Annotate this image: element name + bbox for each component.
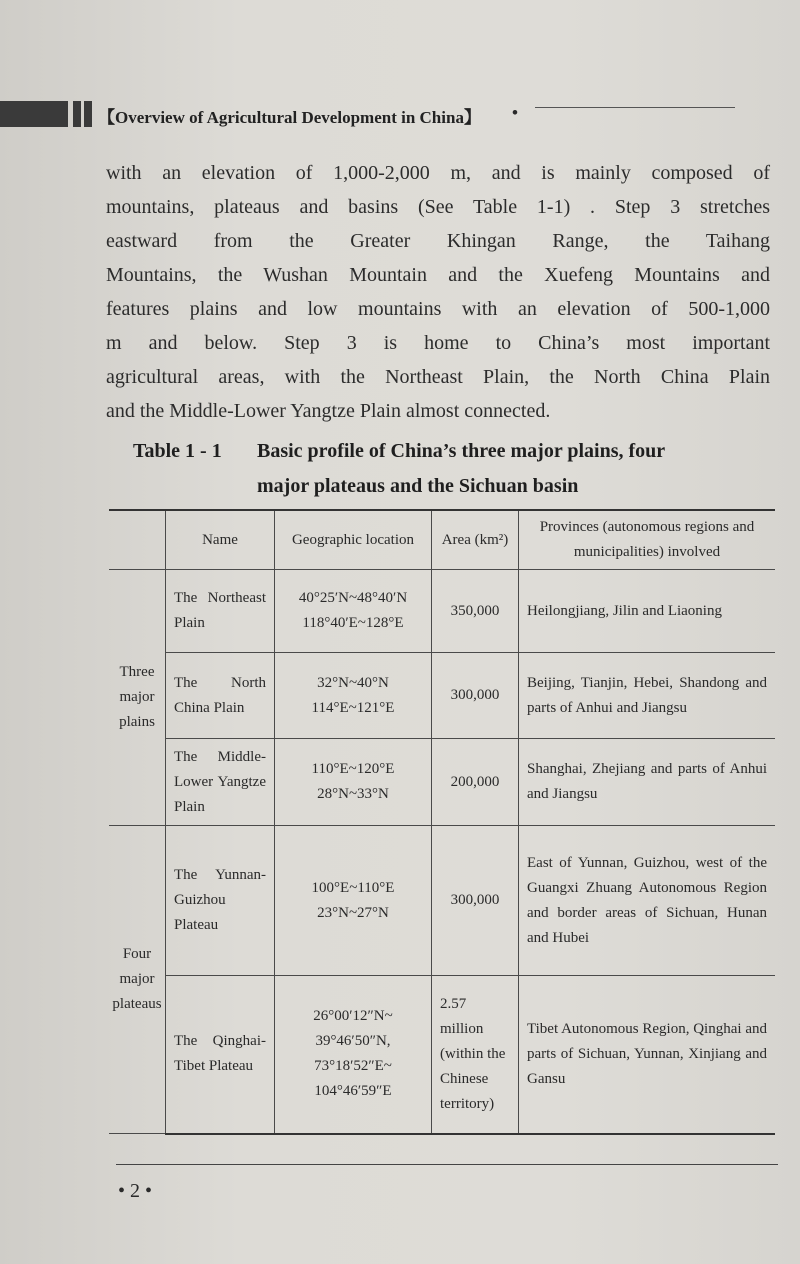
table-header-row: [109, 510, 775, 570]
table-caption-line: Basic profile of China’s three major plains, four: [257, 440, 666, 462]
location-line: 114°E~121°E: [311, 699, 395, 716]
header-bar-block: [0, 101, 68, 127]
location-line: 28°N~33°N: [317, 786, 389, 802]
row-name: The Qinghai-Tibet Plateau: [166, 976, 275, 1134]
body-line: with an elevation of 1,000-2,000 m, and is mainly composed of: [106, 162, 770, 184]
location-line: 39°46′50″N,: [315, 1033, 391, 1050]
row-name: The North China Plain: [166, 653, 275, 739]
body-line: features plains and low mountains with an elevation of 500-1,000: [106, 298, 770, 320]
row-location: [275, 826, 432, 976]
table-header-provinces: Provinces (autonomous regions and municipalities) involved: [519, 510, 776, 570]
row-area: 200,000: [432, 739, 519, 826]
location-line: 104°46′59″E: [314, 1083, 392, 1100]
row-location: [275, 976, 432, 1134]
table-number: Table 1 - 1: [133, 440, 222, 462]
row-area: 300,000: [432, 653, 519, 739]
body-line: and the Middle-Lower Yangtze Plain almost connected.: [106, 400, 551, 422]
table-header-name: Name: [166, 510, 275, 570]
plains-plateaus-table: [109, 509, 775, 1135]
table-header-area: Area (km²): [432, 510, 519, 570]
location-line: 110°E~120°E: [311, 761, 395, 777]
location-line: 23°N~27°N: [317, 904, 389, 921]
header-square-mark: [84, 101, 92, 127]
location-line: 118°40′E~128°E: [302, 615, 404, 631]
row-provinces: East of Yunnan, Guizhou, west of the Guangxi Zhuang Autonomous Region and border areas of Sichuan, Hunan and Hubei: [519, 826, 776, 976]
table-caption: [133, 440, 665, 463]
row-area: 350,000: [432, 570, 519, 653]
location-line: 26°00′12″N~: [313, 1008, 393, 1025]
body-paragraph: [106, 156, 770, 428]
body-line: Mountains, the Wushan Mountain and the Xuefeng Mountains and: [106, 264, 770, 286]
body-line: eastward from the Greater Khingan Range, the Taihang: [106, 230, 770, 252]
row-area: 2.57 million (within the Chinese territory): [432, 976, 519, 1134]
table-row: [109, 826, 775, 976]
location-line: 73°18′52″E~: [314, 1058, 392, 1075]
body-line: m and below. Step 3 is home to China’s most important: [106, 332, 770, 354]
row-provinces: Tibet Autonomous Region, Qinghai and parts of Sichuan, Yunnan, Xinjiang and Gansu: [519, 976, 776, 1134]
table-row: [109, 739, 775, 826]
location-line: 100°E~110°E: [311, 879, 395, 896]
row-name: The Middle-Lower Yangtze Plain: [166, 739, 275, 826]
header-rule: [535, 107, 735, 108]
page-number: • 2 •: [118, 1180, 153, 1202]
row-area: 300,000: [432, 826, 519, 976]
running-header-title: 【Overview of Agricultural Development in China】: [98, 108, 481, 127]
group-label-plains: Three major plains: [109, 570, 166, 826]
table-row: [109, 976, 775, 1134]
table-row: [109, 570, 775, 653]
row-provinces: Beijing, Tianjin, Hebei, Shandong and parts of Anhui and Jiangsu: [519, 653, 776, 739]
location-line: 40°25′N~48°40′N: [298, 590, 408, 606]
footer-rule: [116, 1164, 778, 1165]
table-header-group: [109, 510, 166, 570]
row-location: [275, 570, 432, 653]
row-location: [275, 653, 432, 739]
group-label-plateaus: Four major plateaus: [109, 826, 166, 1134]
header-square-mark: [73, 101, 81, 127]
body-line: agricultural areas, with the Northeast Plain, the North China Plain: [106, 366, 770, 388]
row-name: The Northeast Plain: [166, 570, 275, 653]
running-header-dot: •: [512, 103, 518, 122]
body-line: mountains, plateaus and basins (See Table 1-1) . Step 3 stretches: [106, 196, 770, 218]
row-name: The Yunnan-Guizhou Plateau: [166, 826, 275, 976]
row-location: [275, 739, 432, 826]
table-caption-line: major plateaus and the Sichuan basin: [257, 475, 579, 497]
row-provinces: Heilongjiang, Jilin and Liaoning: [519, 570, 776, 653]
table-row: [109, 653, 775, 739]
row-provinces: Shanghai, Zhejiang and parts of Anhui and Jiangsu: [519, 739, 776, 826]
location-line: 32°N~40°N: [317, 674, 389, 691]
table-header-location: Geographic location: [275, 510, 432, 570]
